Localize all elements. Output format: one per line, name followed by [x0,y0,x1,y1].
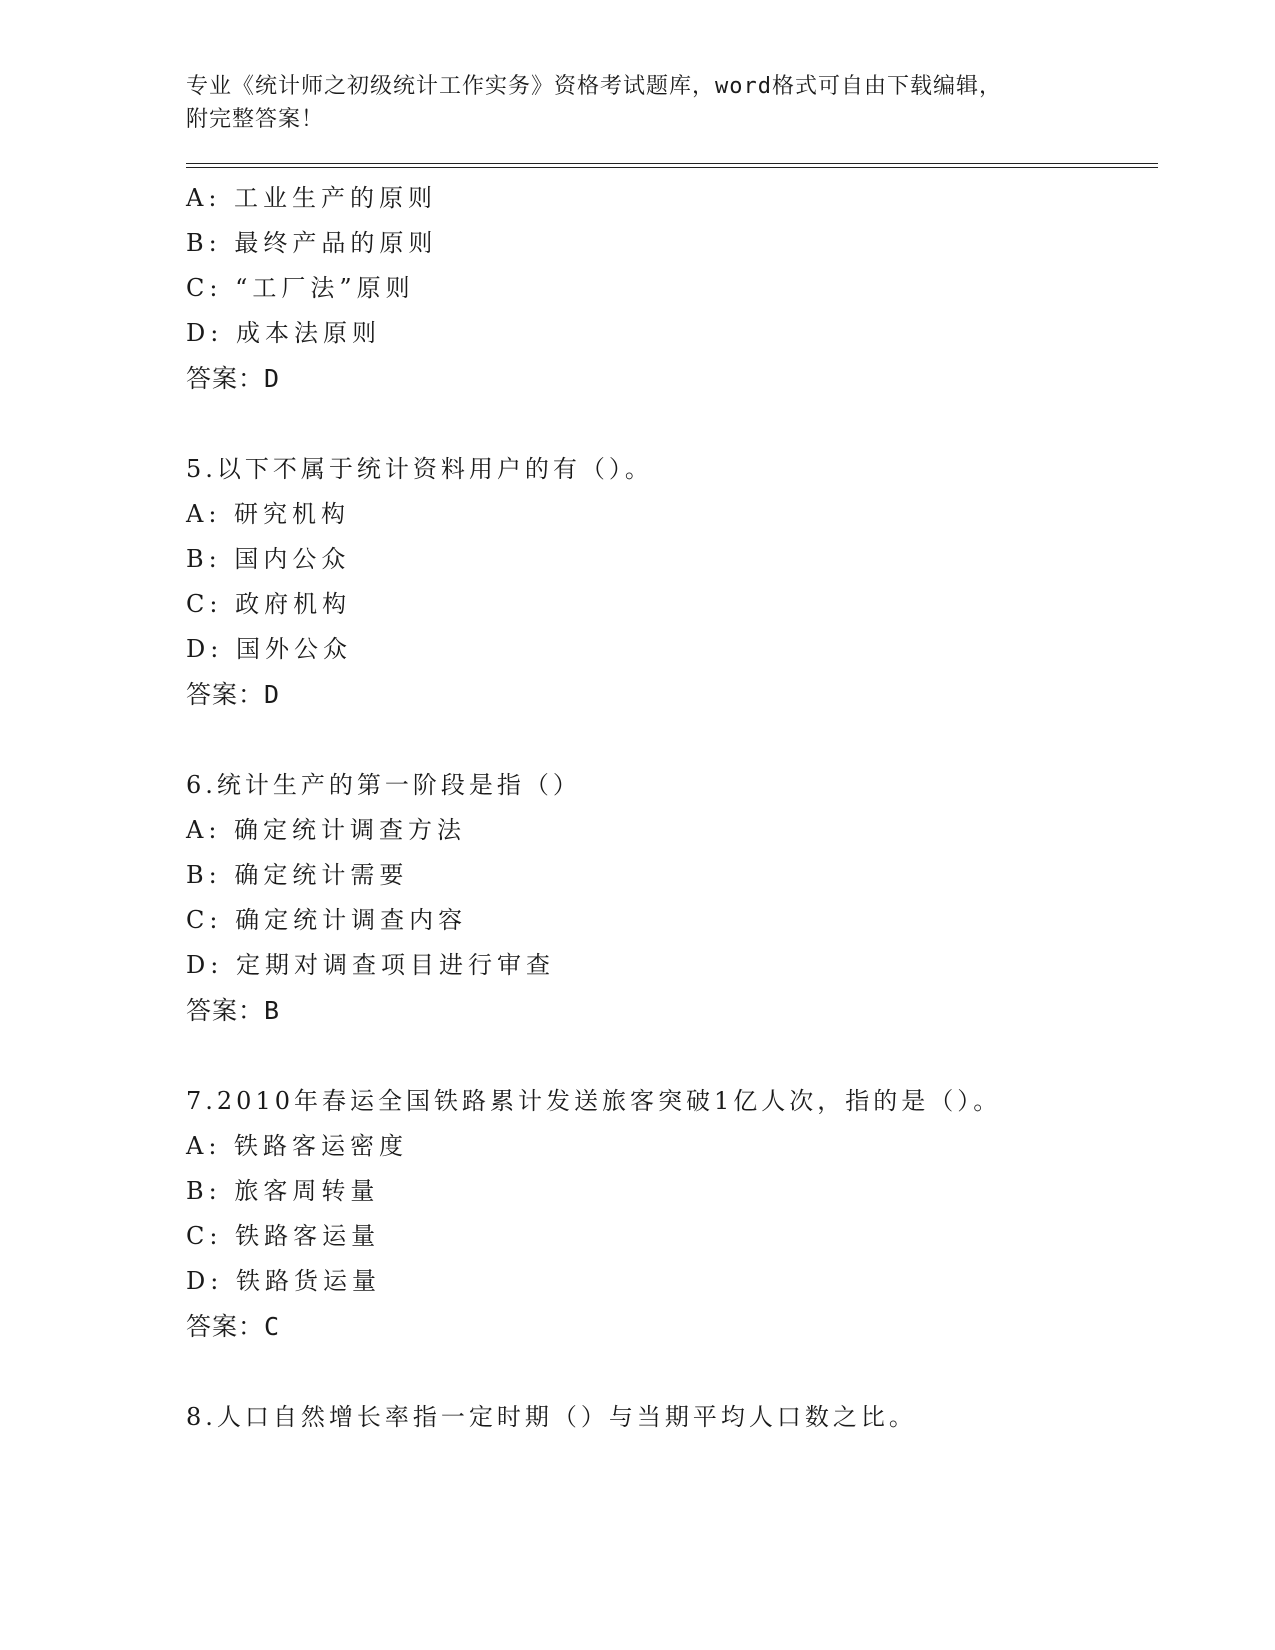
answer-line: 答案：B [186,996,281,1025]
option-c: C: 铁路客运量 [186,1222,381,1250]
option-b: B: 旅客周转量 [186,1177,380,1205]
question-8 [186,1395,1158,1440]
header-divider [186,163,1158,168]
header-line-1: 专业《统计师之初级统计工作实务》资格考试题库，word格式可自由下载编辑， [186,74,1002,99]
answer-line: 答案：C [186,1312,281,1341]
question-5 [186,447,1158,717]
question-text: 5.以下不属于统计资料用户的有（）。 [186,455,653,483]
option-b: B: 确定统计需要 [186,861,409,889]
question-6 [186,763,1158,1033]
option-a: A: 工业生产的原则 [186,184,438,212]
option-d: D: 铁路货运量 [186,1267,381,1295]
question-7 [186,1079,1158,1349]
option-b: B: 国内公众 [186,545,351,573]
option-a: A: 铁路客运密度 [186,1132,409,1160]
answer-line: 答案：D [186,364,281,393]
option-c: C: 确定统计调查内容 [186,906,468,934]
option-c: C: 政府机构 [186,590,352,618]
header-line-2: 附完整答案！ [186,107,325,132]
question-text: 8.人口自然增长率指一定时期（）与当期平均人口数之比。 [186,1403,917,1431]
answer-line: 答案：D [186,680,281,709]
option-d: D: 成本法原则 [186,319,381,347]
option-c: C: “工厂法”原则 [186,274,415,302]
question-text: 6.统计生产的第一阶段是指（） [186,771,581,799]
question-text: 7.2010年春运全国铁路累计发送旅客突破1亿人次，指的是（）。 [186,1087,1002,1115]
option-a: A: 确定统计调查方法 [186,816,467,844]
option-a: A: 研究机构 [186,500,351,528]
option-d: D: 国外公众 [186,635,352,663]
question-4-tail [186,176,1158,401]
option-b: B: 最终产品的原则 [186,229,438,257]
document-header [186,70,1158,136]
document-page [186,70,1158,1440]
option-d: D: 定期对调查项目进行审查 [186,951,555,979]
